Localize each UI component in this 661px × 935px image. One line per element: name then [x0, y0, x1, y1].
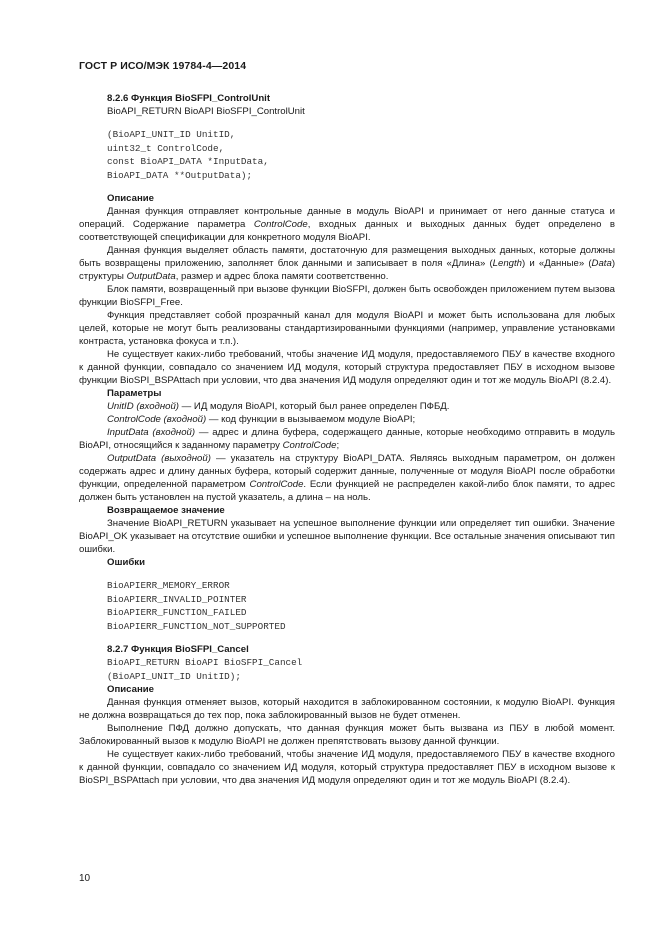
code-line: BioAPI_RETURN BioAPI BioSFPI_Cancel [107, 657, 303, 668]
error-code: BioAPIERR_INVALID_POINTER [107, 593, 247, 605]
section-827-title: 8.2.7 Функция BioSFPI_Cancel [107, 644, 249, 655]
return-value-heading: Возвращаемое значение [107, 505, 225, 516]
paragraph: Данная функция отправляет контрольные данные в модуль BioAPI и принимает от него данные статуса и операций. Содержание параметра ControlCode, входных данных и выходных данных будет определено в соответствующей спецификации для конкретного модуля BioAPI. [79, 206, 615, 243]
paragraph: Значение BioAPI_RETURN указывает на успешное выполнение функции или определяет тип ошибки. Значение BioAPI_OK указывает на отсутствие ошибки и успешное выполнение функции. Все остальные значения описывают тип ошибки. [79, 518, 615, 555]
page-header: ГОСТ Р ИСО/МЭК 19784-4—2014 [79, 60, 247, 72]
description-heading: Описание [107, 684, 154, 695]
page-content [79, 92, 615, 787]
code-line: const BioAPI_DATA *InputData, [107, 156, 269, 167]
paragraph: Функция представляет собой прозрачный канал для модуля BioAPI и может быть использована для любых целей, которые не могут быть реализованы стандартизированными функциями (например, управление установками контраста, установка фокуса и т.п.). [79, 310, 615, 347]
error-code: BioAPIERR_MEMORY_ERROR [107, 580, 230, 591]
parameter-outputdata: OutputData (выходной) — указатель на структуру BioAPI_DATA. Являясь выходным параметром, он должен содержать адрес и длину данных буфера, который содержит данные, полученные от модуля BioAPI после обработки функции, определенной параметром ControlCode. Если функцией не распределен какой-либо блок памяти, то адрес должен быть установлен на пустой указатель, а длина – на ноль. [79, 453, 615, 503]
paragraph: Данная функция выделяет область памяти, достаточную для размещения выходных данных, которые должны быть возвращены приложению, заполняет блок данными и записывает в поля «Длина» (Length) и «Данные» (Data) структуры OutputData, размер и адрес блока памяти соответственно. [79, 245, 616, 282]
code-line: BioAPI_DATA **OutputData); [107, 169, 253, 181]
paragraph: Не существует каких-либо требований, чтобы значение ИД модуля, предоставляемого ПБУ в качестве входного к данной функции, совпадало со значением ИД модуля, который структура предоставляет ПБУ в исходном вызове функции BioSPI_BSPAttach при условии, что два значения ИД модуля определяют один и тот же модуль BioAPI (8.2.4). [79, 349, 615, 386]
code-line: uint32_t ControlCode, [107, 142, 225, 154]
errors-heading: Ошибки [107, 557, 145, 568]
paragraph: Данная функция отменяет вызов, который находится в заблокированном состоянии, к модулю BioAPI. Функция не должна возвращаться до тех пор, пока заблокированный вызов не будет отменен. [79, 697, 615, 721]
paragraph: Блок памяти, возвращенный при вызове функции BioSFPI, должен быть освобожден приложением путем вызова функции BioSFPI_Free. [79, 284, 615, 308]
code-line: (BioAPI_UNIT_ID UnitID); [107, 670, 241, 682]
error-code: BioAPIERR_FUNCTION_NOT_SUPPORTED [107, 620, 286, 632]
parameter-unitid: UnitID (входной) — ИД модуля BioAPI, который был ранее определен ПФБД. [107, 401, 450, 412]
description-heading: Описание [107, 193, 154, 204]
section-826-title: 8.2.6 Функция BioSFPI_ControlUnit [107, 93, 271, 104]
parameters-heading: Параметры [107, 388, 162, 399]
code-line: (BioAPI_UNIT_ID UnitID, [107, 129, 236, 140]
error-code: BioAPIERR_FUNCTION_FAILED [107, 607, 247, 618]
page-number: 10 [79, 873, 91, 884]
paragraph: Не существует каких-либо требований, чтобы значение ИД модуля, предоставляемого ПБУ в качестве входного к данной функции, совпадало со значением ИД модуля, который структура предоставляет ПБУ в исходном вызове к BioSPI_BSPAttach при условии, что два значения ИД модуля определяют один и тот же модуль BioAPI (8.2.4). [79, 749, 615, 786]
parameter-controlcode: ControlCode (входной) — код функции в вызываемом модуле BioAPI; [107, 414, 416, 425]
section-826-signature: BioAPI_RETURN BioAPI BioSFPI_ControlUnit [107, 106, 305, 117]
paragraph: Выполнение ПФД должно допускать, что данная функция может быть вызвана из ПБУ в любой момент. Заблокированный вызов к модулю BioAPI не должен препятствовать вызову данной функции. [79, 723, 615, 747]
parameter-inputdata: InputData (входной) — адрес и длина буфера, содержащего данные, которые необходимо отправить в модуль BioAPI, относящийся к заданному параметру ControlCode; [79, 427, 615, 451]
